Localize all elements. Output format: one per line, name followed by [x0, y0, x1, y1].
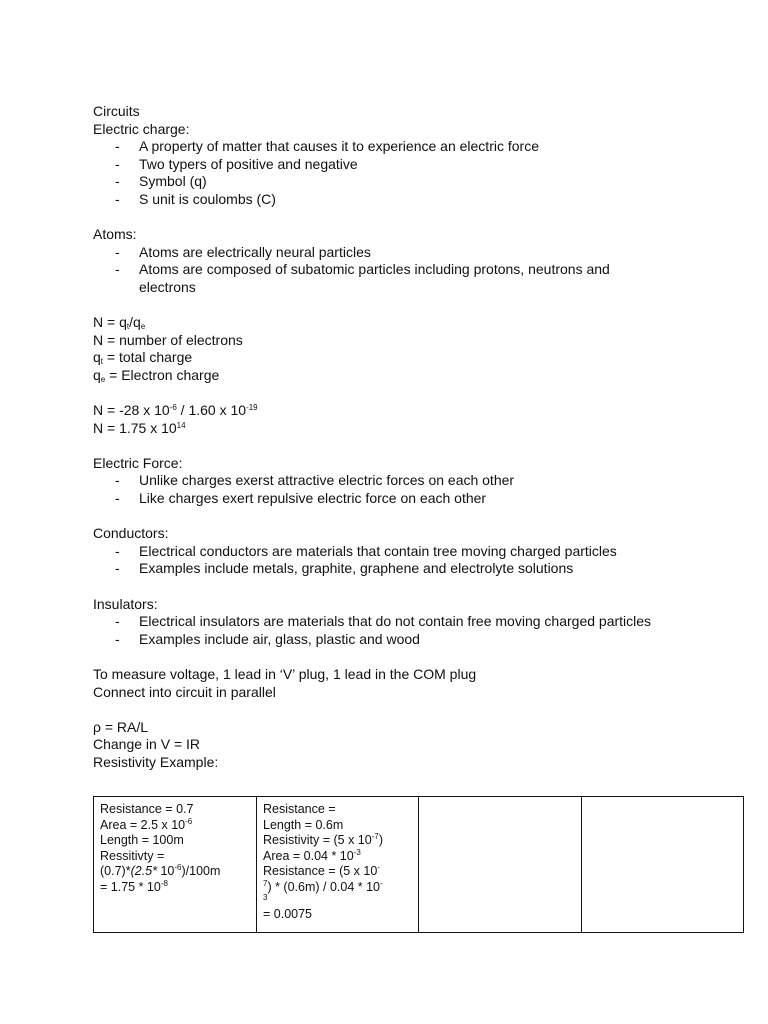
list-item: - Electrical conductors are materials that contain tree moving charged particles — [115, 542, 617, 559]
electric-force-list — [93, 472, 713, 507]
atoms-list — [93, 244, 713, 297]
spacer — [93, 701, 713, 719]
conductors-list — [93, 543, 713, 578]
dash-bullet: - — [115, 155, 120, 172]
spacer — [93, 648, 713, 666]
list-item: - Atoms are electrically neural particles — [115, 243, 371, 260]
spacer — [93, 209, 713, 227]
formula-qe-definition: $q_e$ = Electron charge — [93, 366, 220, 384]
electric-force-heading: Electric Force: — [93, 454, 183, 471]
spacer — [93, 508, 713, 526]
list-item: - Electrical insulators are materials that do not contain free moving charged particles — [115, 613, 652, 630]
list-item: - Unlike charges exerst attractive electric forces on each other — [115, 472, 515, 489]
atoms-heading: Atoms: — [93, 226, 137, 243]
doc-title: Circuits — [93, 103, 140, 119]
table-cell-2: Resistance = Length = 0.6m Resistivity = (5 x $10^{-7}$) Area = $0.04 * 10^{-3}$ Resistance = (5 x 10- $^7$) * (0.6m) / 0.04 * 10- $^3$ = 0.0075 — [257, 797, 419, 933]
list-item: - Examples include air, glass, plastic and wood — [115, 630, 420, 647]
formula-n-definition: N = number of electrons — [93, 331, 243, 348]
conductors-heading: Conductors: — [93, 525, 169, 542]
dash-bullet: - — [115, 261, 120, 278]
electric-charge-list — [93, 138, 713, 208]
insulators-list — [93, 613, 713, 648]
table-row — [94, 797, 744, 933]
calc-line-2: N = 1.75 x $10^{14}$ — [93, 419, 186, 436]
spacer — [93, 437, 713, 455]
insulators-heading: Insulators: — [93, 595, 158, 612]
dash-bullet: - — [115, 542, 120, 559]
calc-line-1: N = -28 x $10^{-6} / 1.60$ x $10^{-19}$ — [93, 402, 258, 419]
table-cell-4 — [582, 797, 744, 933]
dash-bullet: - — [115, 243, 120, 260]
resistivity-table — [93, 796, 744, 933]
table-cell-1: Resistance = 0.7 Area = 2.5 x $10^{-6}$ Length = 100m Ressitivty = (0.7)*(2.5* $10^{-6})/100m$ = $1.75 * 10^{-8}$ — [94, 797, 257, 933]
list-item: - Atoms are composed of subatomic particles including protons, neutrons and electrons — [115, 261, 610, 295]
list-item: - Examples include metals, graphite, graphene and electrolyte solutions — [115, 560, 574, 577]
dash-bullet: - — [115, 613, 120, 630]
ohms-law-line: Change in V = IR — [93, 736, 201, 753]
document-body — [93, 103, 713, 772]
voltage-line-1: To measure voltage, 1 lead in ‘V’ plug, 1 lead in the COM plug — [93, 666, 477, 682]
formula-qt-definition: $q_t$ = total charge — [93, 349, 193, 367]
resistivity-example-heading: Resistivity Example: — [93, 753, 219, 770]
list-item: - A property of matter that causes it to experience an electric force — [115, 138, 539, 155]
list-item: - Two typers of positive and negative — [115, 155, 358, 172]
table-cell-3 — [419, 797, 582, 933]
spacer — [93, 297, 713, 315]
dash-bullet: - — [115, 490, 120, 507]
electric-charge-heading: Electric charge: — [93, 120, 190, 137]
dash-bullet: - — [115, 472, 120, 489]
formula-n: $N = q_t/q_e$ — [93, 314, 146, 332]
list-item: - S unit is coulombs (C) — [115, 190, 276, 207]
list-item: - Symbol (q) — [115, 173, 207, 190]
dash-bullet: - — [115, 560, 120, 577]
dash-bullet: - — [115, 138, 120, 155]
rho-formula: ρ = RA/L — [93, 718, 149, 735]
list-item: - Like charges exert repulsive electric force on each other — [115, 490, 487, 507]
voltage-line-2: Connect into circuit in parallel — [93, 683, 276, 700]
dash-bullet: - — [115, 190, 120, 207]
spacer — [93, 578, 713, 596]
spacer — [93, 385, 713, 403]
dash-bullet: - — [115, 173, 120, 190]
dash-bullet: - — [115, 630, 120, 647]
